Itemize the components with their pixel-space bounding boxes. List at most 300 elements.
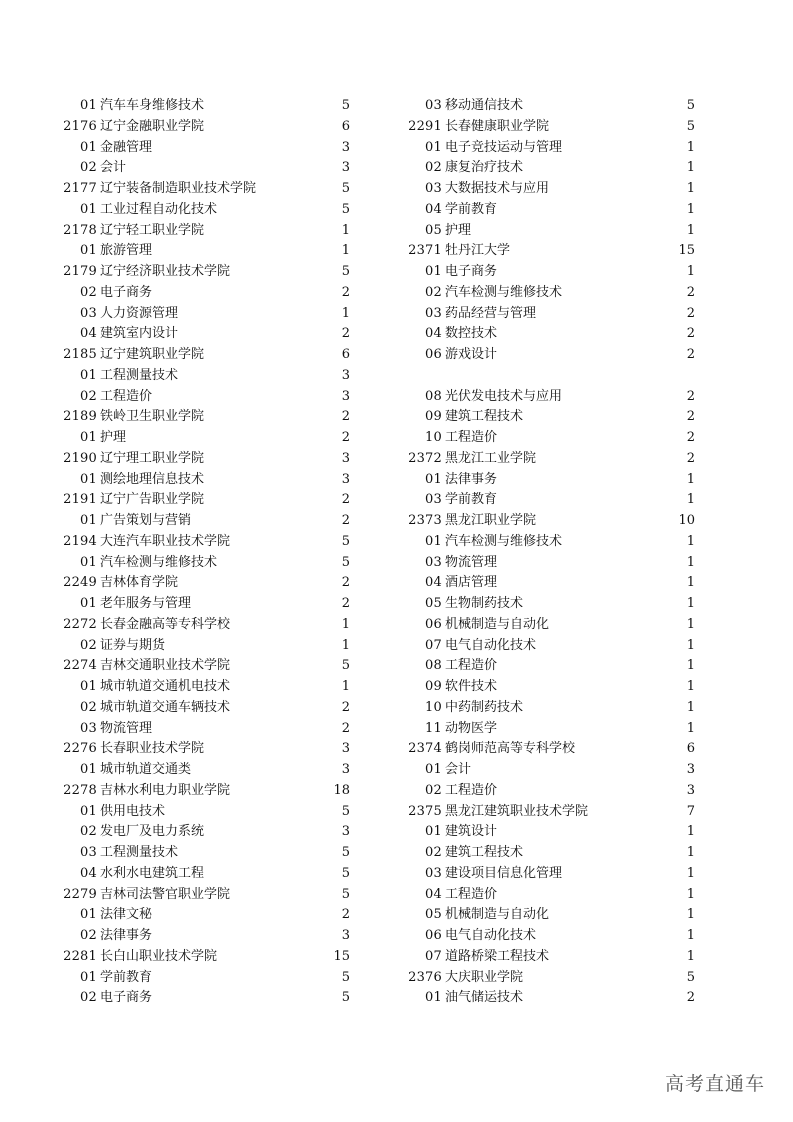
- quota-count: 2: [341, 575, 350, 591]
- school-code: 2191: [63, 492, 97, 508]
- school-name: 黑龙江建筑职业技术学院: [445, 803, 589, 819]
- major-name: 建筑设计: [445, 824, 498, 840]
- school-code: 2249: [63, 575, 97, 591]
- major-name: 老年服务与管理: [100, 596, 192, 611]
- major-name: 护理: [445, 222, 472, 238]
- school-name: 吉林水利电力职业学院: [100, 782, 231, 798]
- major-row: [425, 760, 695, 781]
- quota-count: 5: [341, 969, 350, 985]
- major-row: [425, 138, 695, 159]
- major-code: 10: [425, 699, 442, 715]
- major-name: 汽车检测与维修技术: [100, 554, 218, 570]
- major-row: [80, 594, 350, 615]
- major-code: 03: [425, 98, 442, 113]
- school-name: 辽宁金融职业学院: [100, 118, 205, 134]
- school-name: 长春健康职业学院: [445, 118, 550, 134]
- major-code: 09: [425, 679, 442, 694]
- school-code: 2177: [63, 181, 97, 196]
- major-row: [80, 366, 350, 387]
- quota-count: 5: [686, 118, 695, 134]
- school-row: [63, 490, 350, 511]
- major-code: 01: [80, 367, 97, 383]
- major-code: 01: [425, 990, 442, 1006]
- quota-count: 1: [686, 471, 695, 487]
- school-code: 2371: [408, 243, 442, 259]
- quota-count: 2: [686, 388, 695, 404]
- major-name: 人力资源管理: [100, 305, 179, 321]
- major-code: 02: [80, 637, 97, 653]
- major-code: 01: [80, 513, 97, 528]
- quota-count: 1: [686, 845, 695, 860]
- major-code: 01: [80, 201, 97, 217]
- major-name: 移动通信技术: [445, 98, 524, 113]
- school-code: 2281: [63, 948, 97, 964]
- major-name: 工程测量技术: [100, 845, 179, 860]
- major-row: [425, 158, 695, 179]
- major-name: 水利水电建筑工程: [100, 865, 205, 881]
- school-name: 黑龙江职业学院: [445, 513, 537, 528]
- major-name: 大数据技术与应用: [445, 181, 550, 196]
- quota-count: 1: [341, 305, 350, 321]
- quota-count: 3: [341, 762, 350, 777]
- major-name: 汽车检测与维修技术: [445, 284, 563, 300]
- major-name: 工程测量技术: [100, 367, 179, 383]
- quota-count: 1: [341, 679, 350, 694]
- major-name: 工程造价: [100, 388, 153, 404]
- major-row: [425, 926, 695, 947]
- major-name: 会计: [100, 160, 127, 176]
- quota-count: 1: [686, 928, 695, 943]
- major-name: 物流管理: [100, 720, 153, 736]
- major-row: [80, 283, 350, 304]
- major-name: 旅游管理: [100, 243, 153, 259]
- major-row: [80, 988, 350, 1009]
- major-row: [80, 760, 350, 781]
- quota-count: 2: [341, 699, 350, 715]
- major-name: 油气储运技术: [445, 990, 524, 1006]
- major-row: [425, 387, 695, 408]
- major-code: 02: [80, 388, 97, 404]
- major-row: [80, 511, 350, 532]
- school-row: [63, 615, 350, 636]
- major-row: [425, 490, 695, 511]
- major-name: 电子商务: [445, 264, 498, 279]
- major-name: 药品经营与管理: [445, 305, 537, 321]
- major-name: 机械制造与自动化: [445, 616, 550, 632]
- major-code: 02: [80, 699, 97, 715]
- school-row: [63, 947, 350, 968]
- school-name: 吉林交通职业技术学院: [100, 658, 231, 674]
- major-code: 01: [425, 762, 442, 777]
- school-row: [408, 968, 695, 989]
- quota-count: 6: [341, 118, 350, 134]
- school-name: 黑龙江工业学院: [445, 450, 537, 466]
- quota-count: 1: [686, 616, 695, 632]
- major-row: [80, 428, 350, 449]
- major-name: 法律事务: [100, 928, 153, 943]
- major-row: [425, 96, 695, 117]
- quota-count: 3: [341, 388, 350, 404]
- major-row: [80, 802, 350, 823]
- major-row: [425, 179, 695, 200]
- major-name: 学前教育: [445, 201, 498, 217]
- quota-count: 3: [341, 471, 350, 487]
- school-row: [63, 532, 350, 553]
- major-name: 电气自动化技术: [445, 637, 537, 653]
- major-name: 酒店管理: [445, 575, 498, 591]
- school-name: 牡丹江大学: [445, 243, 511, 259]
- quota-count: 3: [341, 450, 350, 466]
- quota-count: 3: [341, 928, 350, 943]
- school-name: 辽宁建筑职业学院: [100, 347, 205, 362]
- school-code: 2194: [63, 533, 97, 549]
- school-code: 2274: [63, 658, 97, 674]
- major-name: 会计: [445, 762, 472, 777]
- major-code: 04: [425, 326, 442, 342]
- major-row: [80, 241, 350, 262]
- quota-count: 1: [686, 679, 695, 694]
- major-name: 城市轨道交通机电技术: [100, 679, 231, 694]
- quota-count: 2: [686, 284, 695, 300]
- school-row: [408, 511, 695, 532]
- school-code: 2376: [408, 969, 442, 985]
- school-code: 2272: [63, 616, 97, 632]
- major-name: 中药制药技术: [445, 699, 524, 715]
- quota-count: 1: [686, 160, 695, 176]
- major-row: [80, 822, 350, 843]
- school-code: 2374: [408, 741, 442, 757]
- quota-count: 1: [686, 948, 695, 964]
- quota-count: 1: [686, 720, 695, 736]
- quota-count: 1: [341, 243, 350, 259]
- quota-count: 3: [686, 782, 695, 798]
- major-name: 生物制药技术: [445, 596, 524, 611]
- major-code: 07: [425, 637, 442, 653]
- quota-count: 2: [341, 326, 350, 342]
- major-row: [425, 262, 695, 283]
- quota-count: 5: [341, 845, 350, 860]
- major-row: [80, 324, 350, 345]
- school-row: [63, 262, 350, 283]
- major-name: 电子商务: [100, 990, 153, 1006]
- school-row: [63, 781, 350, 802]
- major-row: [80, 905, 350, 926]
- major-name: 建筑工程技术: [445, 845, 524, 860]
- major-row: [80, 698, 350, 719]
- major-code: 04: [425, 575, 442, 591]
- major-code: 01: [80, 762, 97, 777]
- school-row: [408, 117, 695, 138]
- school-name: 辽宁轻工职业学院: [100, 222, 205, 238]
- major-row: [425, 283, 695, 304]
- school-name: 辽宁理工职业学院: [100, 450, 205, 466]
- major-name: 工程造价: [445, 886, 498, 902]
- major-code: 05: [425, 907, 442, 923]
- blank-row: [445, 366, 695, 387]
- major-code: 03: [80, 845, 97, 860]
- major-row: [425, 324, 695, 345]
- major-code: 01: [80, 679, 97, 694]
- major-row: [80, 968, 350, 989]
- school-row: [408, 802, 695, 823]
- quota-count: 3: [341, 367, 350, 383]
- quota-count: 2: [341, 430, 350, 445]
- major-code: 03: [425, 181, 442, 196]
- quota-count: 2: [341, 409, 350, 425]
- major-code: 04: [80, 326, 97, 342]
- major-name: 电气自动化技术: [445, 928, 537, 943]
- major-code: 02: [425, 782, 442, 798]
- major-code: 01: [80, 596, 97, 611]
- school-row: [408, 241, 695, 262]
- major-row: [80, 636, 350, 657]
- school-row: [63, 449, 350, 470]
- major-row: [425, 905, 695, 926]
- major-row: [425, 407, 695, 428]
- school-code: 2189: [63, 409, 97, 425]
- watermark: 高考直通车: [664, 1073, 765, 1095]
- major-row: [425, 885, 695, 906]
- major-name: 康复治疗技术: [445, 160, 524, 176]
- major-row: [425, 947, 695, 968]
- quota-count: 1: [686, 824, 695, 840]
- school-name: 长春金融高等专科学校: [100, 616, 231, 632]
- major-name: 建筑室内设计: [100, 326, 179, 342]
- quota-count: 1: [686, 886, 695, 902]
- major-row: [425, 615, 695, 636]
- major-name: 测绘地理信息技术: [100, 471, 205, 487]
- quota-count: 5: [341, 98, 350, 113]
- major-code: 01: [80, 139, 97, 155]
- quota-count: 5: [341, 803, 350, 819]
- major-row: [425, 822, 695, 843]
- major-name: 动物医学: [445, 720, 498, 736]
- school-code: 2178: [63, 222, 97, 238]
- quota-count: 5: [341, 658, 350, 674]
- school-name: 辽宁广告职业学院: [100, 492, 205, 508]
- quota-count: 1: [686, 264, 695, 279]
- school-name: 吉林体育学院: [100, 575, 179, 591]
- quota-count: 2: [686, 990, 695, 1006]
- quota-count: 7: [686, 803, 695, 819]
- major-name: 道路桥梁工程技术: [445, 948, 550, 964]
- major-code: 06: [425, 347, 442, 362]
- major-code: 11: [425, 720, 442, 736]
- major-code: 01: [425, 471, 442, 487]
- major-code: 02: [425, 160, 442, 176]
- school-code: 2179: [63, 264, 97, 279]
- major-name: 数控技术: [445, 326, 498, 342]
- major-name: 建筑工程技术: [445, 409, 524, 425]
- school-name: 长春职业技术学院: [100, 741, 205, 757]
- major-row: [425, 470, 695, 491]
- major-code: 01: [80, 969, 97, 985]
- school-code: 2291: [408, 118, 442, 134]
- school-name: 辽宁装备制造职业技术学院: [100, 181, 257, 196]
- major-name: 法律事务: [445, 471, 498, 487]
- left-column: [63, 96, 350, 1009]
- school-row: [63, 221, 350, 242]
- major-code: 02: [80, 928, 97, 943]
- major-code: 01: [425, 824, 442, 840]
- school-name: 大连汽车职业技术学院: [100, 533, 231, 549]
- major-name: 游戏设计: [445, 347, 498, 362]
- major-row: [80, 200, 350, 221]
- major-code: 03: [425, 865, 442, 881]
- school-name: 辽宁经济职业技术学院: [100, 264, 231, 279]
- school-row: [63, 407, 350, 428]
- major-code: 01: [80, 554, 97, 570]
- major-code: 07: [425, 948, 442, 964]
- school-code: 2278: [63, 782, 97, 798]
- major-row: [425, 719, 695, 740]
- major-row: [425, 864, 695, 885]
- school-code: 2279: [63, 886, 97, 902]
- school-name: 长白山职业技术学院: [100, 948, 218, 964]
- quota-count: 1: [686, 201, 695, 217]
- quota-count: 5: [341, 886, 350, 902]
- major-row: [425, 656, 695, 677]
- major-row: [425, 698, 695, 719]
- major-row: [425, 428, 695, 449]
- school-code: 2185: [63, 347, 97, 362]
- major-row: [80, 470, 350, 491]
- quota-count: 5: [341, 201, 350, 217]
- quota-count: 15: [678, 243, 695, 259]
- quota-count: 2: [686, 430, 695, 445]
- major-name: 供用电技术: [100, 803, 166, 819]
- quota-count: 10: [678, 513, 695, 528]
- quota-count: 1: [686, 575, 695, 591]
- major-code: 06: [425, 928, 442, 943]
- quota-count: 1: [686, 222, 695, 238]
- major-name: 金融管理: [100, 139, 153, 155]
- quota-count: 2: [341, 284, 350, 300]
- quota-count: 1: [686, 637, 695, 653]
- major-name: 软件技术: [445, 679, 498, 694]
- major-row: [425, 636, 695, 657]
- major-name: 建设项目信息化管理: [445, 865, 563, 881]
- school-row: [63, 739, 350, 760]
- quota-count: 5: [341, 264, 350, 279]
- major-code: 01: [425, 533, 442, 549]
- major-row: [80, 387, 350, 408]
- major-row: [80, 96, 350, 117]
- major-row: [425, 532, 695, 553]
- major-code: 03: [425, 305, 442, 321]
- major-code: 02: [80, 284, 97, 300]
- major-code: 01: [425, 264, 442, 279]
- major-name: 电子商务: [100, 284, 153, 300]
- quota-count: 1: [686, 658, 695, 674]
- quota-count: 2: [686, 326, 695, 342]
- school-name: 鹤岗师范高等专科学校: [445, 741, 576, 757]
- major-row: [425, 221, 695, 242]
- school-code: 2276: [63, 741, 97, 757]
- major-name: 光伏发电技术与应用: [445, 388, 563, 404]
- quota-count: 5: [686, 98, 695, 113]
- quota-count: 2: [686, 305, 695, 321]
- major-row: [80, 677, 350, 698]
- quota-count: 5: [341, 554, 350, 570]
- quota-count: 2: [341, 596, 350, 611]
- major-code: 06: [425, 616, 442, 632]
- quota-count: 1: [686, 181, 695, 196]
- major-code: 03: [80, 305, 97, 321]
- quota-count: 15: [333, 948, 350, 964]
- major-name: 学前教育: [100, 969, 153, 985]
- quota-count: 5: [686, 969, 695, 985]
- major-name: 电子竞技运动与管理: [445, 139, 563, 155]
- quota-count: 3: [341, 741, 350, 757]
- major-name: 法律文秘: [100, 907, 153, 923]
- quota-count: 2: [341, 907, 350, 923]
- quota-count: 1: [686, 865, 695, 881]
- quota-count: 2: [686, 409, 695, 425]
- school-code: 2176: [63, 118, 97, 134]
- major-code: 05: [425, 596, 442, 611]
- quota-count: 5: [341, 865, 350, 881]
- quota-count: 3: [341, 160, 350, 176]
- quota-count: 3: [341, 824, 350, 840]
- major-name: 广告策划与营销: [100, 513, 192, 528]
- major-name: 城市轨道交通类: [100, 762, 192, 777]
- major-row: [80, 138, 350, 159]
- major-code: 03: [80, 720, 97, 736]
- major-name: 证券与期货: [100, 637, 166, 653]
- major-row: [80, 926, 350, 947]
- school-code: 2372: [408, 450, 442, 466]
- quota-count: 1: [686, 492, 695, 508]
- quota-count: 1: [686, 139, 695, 155]
- school-code: 2375: [408, 803, 442, 819]
- quota-count: 2: [686, 450, 695, 466]
- major-code: 01: [80, 907, 97, 923]
- school-code: 2373: [408, 513, 442, 528]
- major-code: 02: [80, 990, 97, 1006]
- major-row: [425, 781, 695, 802]
- quota-count: 2: [341, 513, 350, 528]
- quota-count: 1: [341, 222, 350, 238]
- major-name: 工程造价: [445, 782, 498, 798]
- major-code: 02: [80, 824, 97, 840]
- major-name: 学前教育: [445, 492, 498, 508]
- quota-count: 1: [686, 907, 695, 923]
- school-name: 大庆职业学院: [445, 969, 524, 985]
- major-code: 01: [80, 471, 97, 487]
- major-code: 08: [425, 388, 442, 404]
- major-code: 02: [80, 160, 97, 176]
- quota-count: 1: [341, 637, 350, 653]
- major-code: 04: [80, 865, 97, 881]
- major-code: 04: [425, 886, 442, 902]
- quota-count: 1: [686, 699, 695, 715]
- major-code: 09: [425, 409, 442, 425]
- major-code: 08: [425, 658, 442, 674]
- school-name: 铁岭卫生职业学院: [100, 409, 205, 425]
- quota-count: 1: [686, 554, 695, 570]
- major-row: [425, 843, 695, 864]
- major-name: 城市轨道交通车辆技术: [100, 699, 231, 715]
- major-row: [80, 158, 350, 179]
- major-name: 汽车车身维修技术: [100, 98, 205, 113]
- major-name: 工程造价: [445, 430, 498, 445]
- major-code: 01: [80, 98, 97, 113]
- major-row: [425, 573, 695, 594]
- quota-count: 1: [686, 596, 695, 611]
- major-row: [80, 304, 350, 325]
- major-code: 05: [425, 222, 442, 238]
